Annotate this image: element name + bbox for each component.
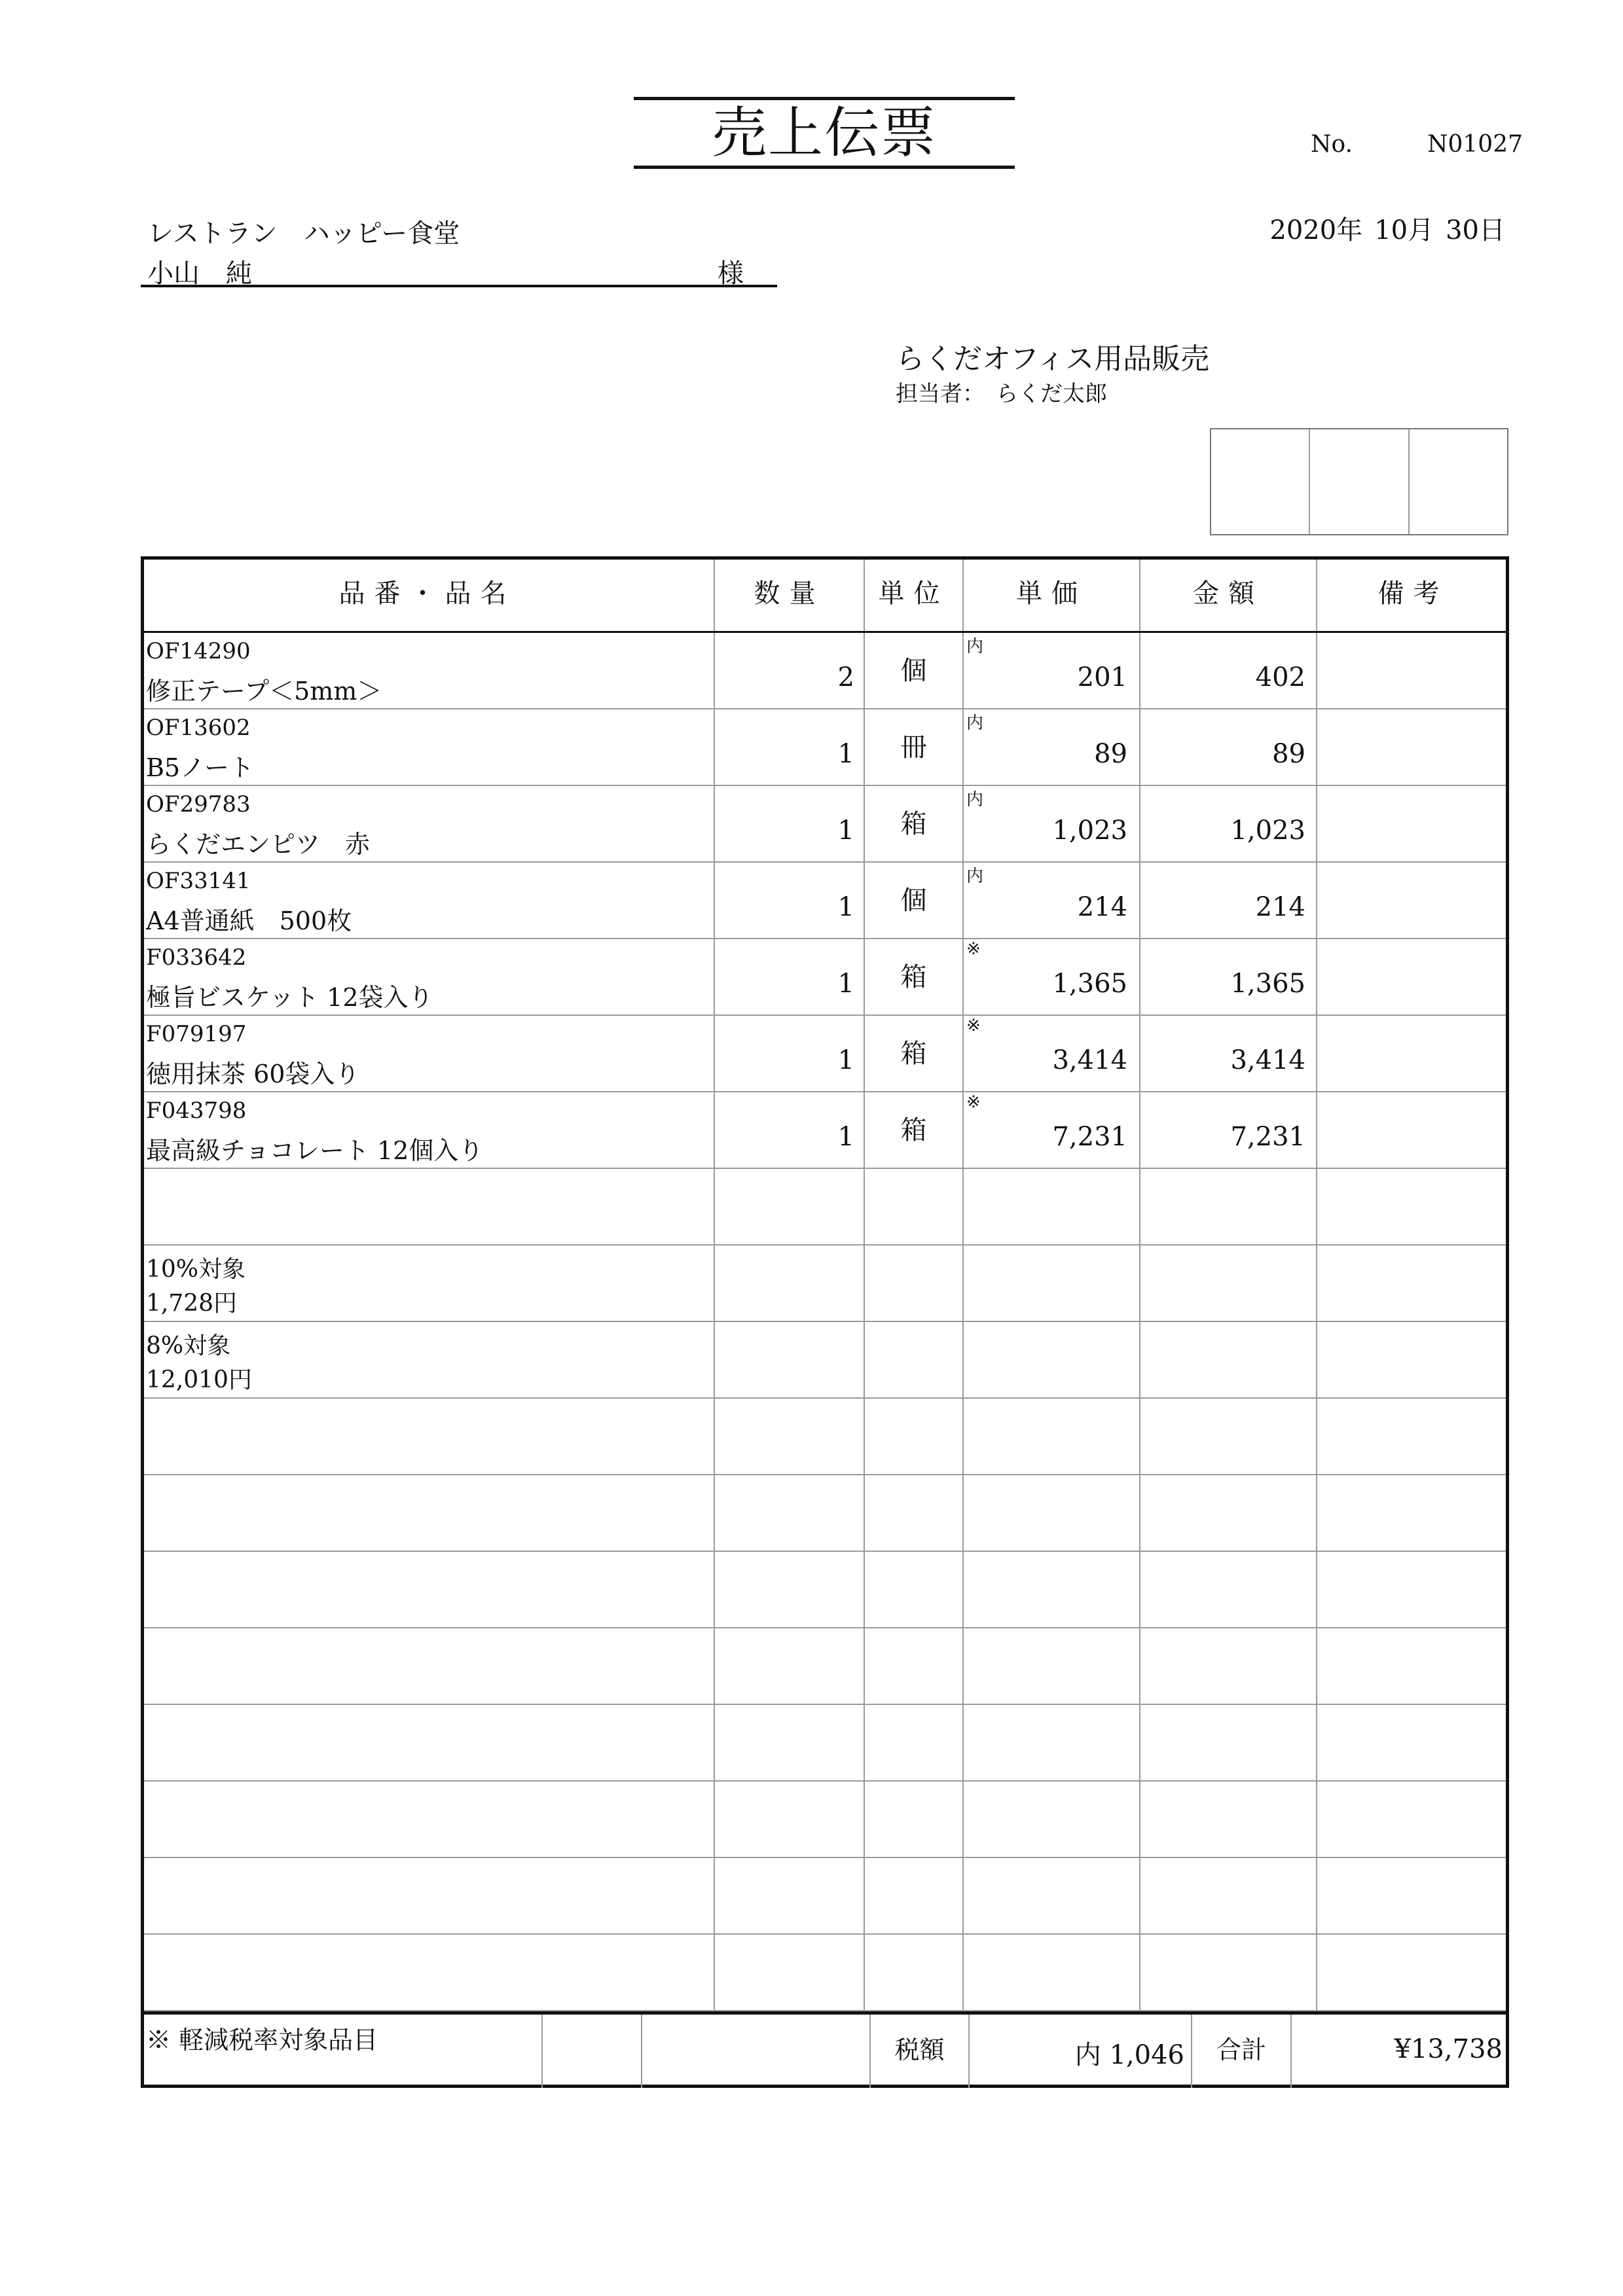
item-unit: 個 [865,863,964,938]
tax-mark: 内 [966,790,984,810]
item-price: 3,414 [1052,1045,1127,1075]
item-qty: 1 [837,739,854,769]
item-amount: 89 [1272,739,1305,769]
slip-number-label: No. [1311,131,1353,158]
header-price: 単価 [964,556,1140,631]
tax-value-cell [970,2015,1192,2088]
tax-mark: 内 [966,867,984,886]
table-border [141,556,1509,2088]
total-value-cell [1292,2015,1509,2088]
stamp-cell [1211,429,1310,534]
tax-label: 税額 [871,2015,970,2088]
item-name: 修正テープ＜5mm＞ [146,677,382,706]
reduced-tax-note: ※ 軽減税率対象品目 [146,2026,378,2054]
tax-value: 内 1,046 [1074,2040,1184,2070]
item-price: 7,231 [1052,1122,1127,1152]
seller-company: らくだオフィス用品販売 [896,342,1210,376]
item-unit: 冊 [865,709,964,785]
item-amount: 7,231 [1230,1122,1305,1152]
slip-number: N01027 [1427,131,1523,158]
header-amount: 金額 [1140,556,1317,631]
tax-mark: ※ [966,1016,981,1035]
date [1258,209,1505,247]
item-unit: 箱 [865,1092,964,1168]
item-qty: 1 [837,892,854,922]
item-price: 89 [1094,739,1127,769]
item-name: 極旨ビスケット 12袋入り [146,983,433,1012]
header-unit: 単位 [865,556,964,631]
page-title: 売上伝票 [711,101,937,165]
total-label: 合計 [1192,2015,1292,2088]
stamp-box [1210,428,1508,535]
item-unit: 個 [865,633,964,708]
tax-mark: 内 [966,713,984,733]
item-code: OF13602 [146,715,251,741]
footer-empty-cell [543,2015,642,2088]
date-year: 2020年 [1269,215,1363,245]
item-name: 徳用抹茶 60袋入り [146,1060,360,1088]
date-day: 30日 [1446,215,1505,245]
item-qty: 1 [837,969,854,999]
footer-empty-cell [642,2015,871,2088]
item-name: B5ノート [146,753,254,782]
tax-target-value: 1,728円 [146,1290,238,1317]
item-name: 最高級チョコレート 12個入り [146,1136,484,1165]
item-unit: 箱 [865,786,964,861]
item-price: 1,023 [1052,816,1127,846]
tax-target-label: 10%対象 [146,1256,246,1283]
customer-company: レストラン ハッピー食堂 [147,219,460,249]
footer-note-cell [141,2015,543,2088]
tax-mark: ※ [966,1092,981,1112]
item-unit: 箱 [865,939,964,1014]
customer-honorific: 様 [718,259,744,289]
total-value: ¥13,738 [1394,2034,1503,2064]
stamp-cell [1310,429,1409,534]
tax-mark: 内 [966,637,984,656]
item-qty: 1 [837,1045,854,1075]
item-price: 201 [1077,662,1127,692]
item-unit: 箱 [865,1016,964,1091]
header-qty: 数量 [715,556,865,631]
date-month: 10月 [1374,215,1434,245]
item-amount: 1,023 [1230,816,1305,846]
footer-row [141,2011,1509,2088]
item-qty: 1 [837,816,854,846]
item-code: F043798 [146,1098,247,1124]
item-code: F079197 [146,1021,247,1047]
customer-underline [141,285,777,287]
item-price: 1,365 [1052,969,1127,999]
item-amount: 3,414 [1230,1045,1305,1075]
item-code: OF14290 [146,638,251,664]
header-remarks: 備考 [1377,579,1449,609]
stamp-cell [1410,429,1507,534]
item-amount: 1,365 [1230,969,1305,999]
tax-mark: ※ [966,939,981,959]
item-qty: 1 [837,1122,854,1152]
item-name: らくだエンピツ 赤 [146,830,371,859]
item-price: 214 [1077,892,1127,922]
tax-target-value: 12,010円 [146,1367,252,1393]
item-amount: 214 [1255,892,1305,922]
item-name: A4普通紙 500枚 [146,906,352,935]
item-amount: 402 [1255,662,1305,692]
seller-staff: 担当者： らくだ太郎 [896,381,1107,407]
item-qty: 2 [837,662,854,692]
item-code: OF29783 [146,791,251,817]
title-box [634,97,1015,169]
tax-target-label: 8%対象 [146,1333,231,1359]
header-item: 品番・品名 [141,556,715,631]
customer-name: 小山 純 [147,259,252,289]
item-code: F033642 [146,944,247,971]
item-code: OF33141 [146,868,251,894]
